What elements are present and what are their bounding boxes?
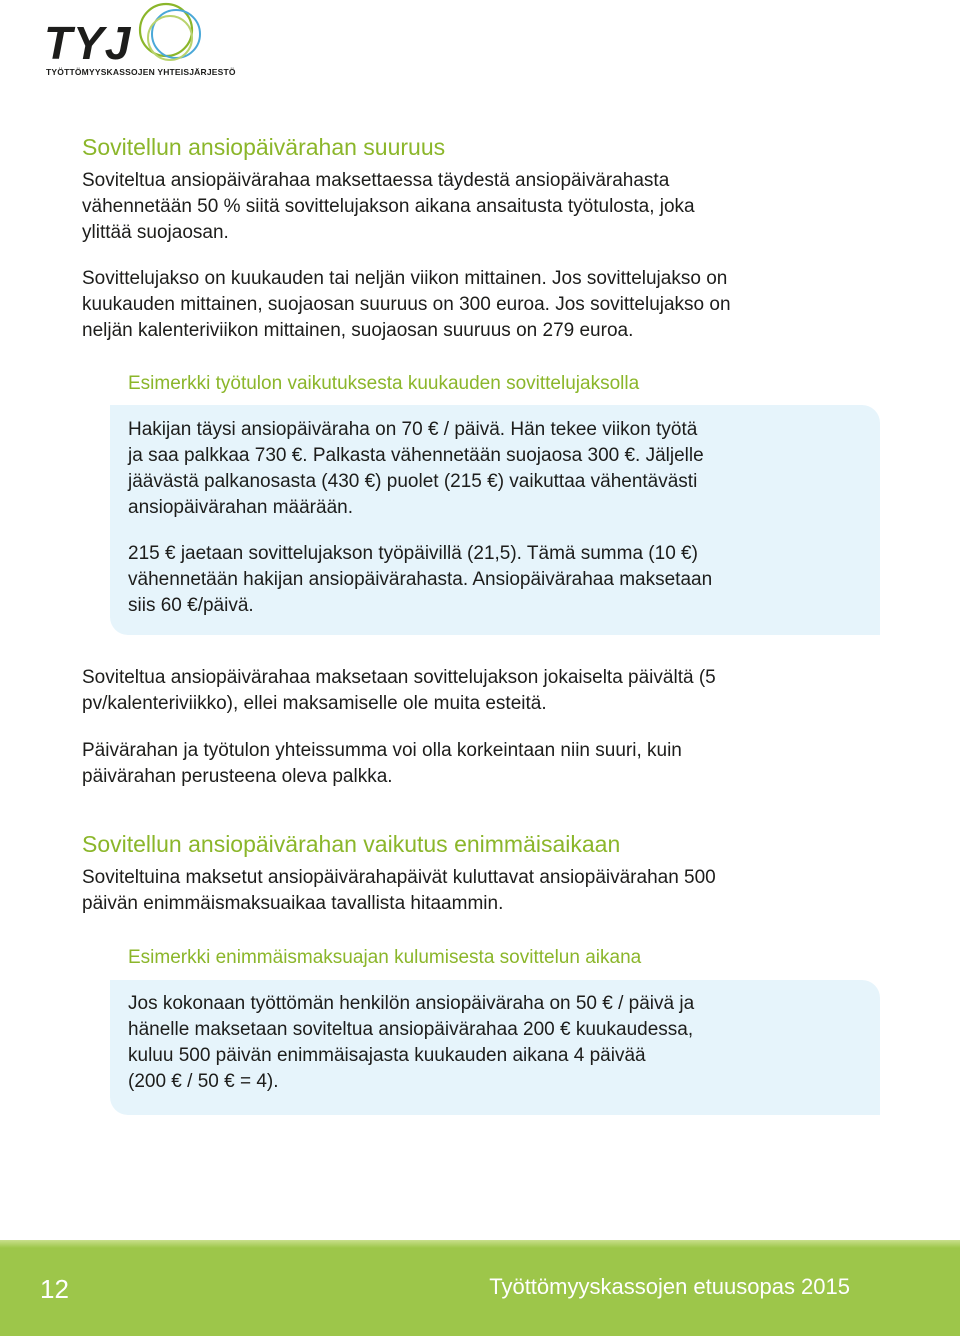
text-line: Hakijan täysi ansiopäiväraha on 70 € / päivä. Hän tekee viikon työtä — [128, 419, 698, 440]
text-line: (200 € / 50 € = 4). — [128, 1071, 279, 1092]
text-line: Jos kokonaan työttömän henkilön ansiopäiväraha on 50 € / päivä ja — [128, 993, 695, 1014]
text-line: jäävästä palkanosasta (430 €) puolet (215 €) vaikuttaa vähentävästi — [128, 471, 698, 492]
section-heading-size: Sovitellun ansiopäivärahan suuruus — [82, 134, 446, 160]
text-line: päivän enimmäismaksuaikaa tavallista hitaammin. — [82, 893, 504, 914]
logo-wordmark: TYJ — [44, 17, 132, 69]
text-line: kuluu 500 päivän enimmäisajasta kuukauden aikana 4 päivää — [128, 1045, 646, 1066]
text-line: vähennetään hakijan ansiopäivärahasta. Ansiopäivärahaa maksetaan — [128, 569, 713, 590]
text-line: ylittää suojaosan. — [82, 222, 229, 243]
text-line: ansiopäivärahan määrään. — [128, 497, 353, 518]
section-heading-max-time: Sovitellun ansiopäivärahan vaikutus enimmäisaikaan — [82, 831, 621, 857]
text-line: neljän kalenteriviikon mittainen, suojaosan suuruus on 279 euroa. — [82, 320, 634, 341]
footer-title: Työttömyyskassojen etuusopas 2015 — [489, 1274, 850, 1299]
text-line: päivärahan perusteena oleva palkka. — [82, 766, 393, 787]
section1-paragraph-3 — [82, 665, 882, 717]
text-line: hänelle maksetaan soviteltua ansiopäivärahaa 200 € kuukaudessa, — [128, 1019, 694, 1040]
section1-paragraph-4 — [82, 738, 882, 790]
page-number: 12 — [40, 1274, 69, 1304]
example2-paragraph — [128, 991, 848, 1095]
section1-paragraph-1 — [82, 168, 882, 246]
example1-paragraph-2 — [128, 541, 848, 619]
example1-heading: Esimerkki työtulon vaikutuksesta kuukauden sovittelujaksolla — [128, 373, 640, 394]
text-line: Päivärahan ja työtulon yhteissumma voi olla korkeintaan niin suuri, kuin — [82, 740, 682, 761]
text-line: kuukauden mittainen, suojaosan suuruus on 300 euroa. Jos sovittelujakso on — [82, 294, 731, 315]
text-line: ja saa palkkaa 730 €. Palkasta vähennetään suojaosa 300 €. Jäljelle — [128, 445, 704, 466]
logo-subtitle: TYÖTTÖMYYSKASSOJEN YHTEISJÄRJESTÖ — [46, 67, 236, 77]
text-line: Soviteltua ansiopäivärahaa maksettaessa täydestä ansiopäivärahasta — [82, 170, 670, 191]
text-line: Soviteltua ansiopäivärahaa maksetaan sovittelujakson jokaiselta päivältä (5 — [82, 667, 716, 688]
text-line: 215 € jaetaan sovittelujakson työpäivillä (21,5). Tämä summa (10 €) — [128, 543, 698, 564]
example2-heading: Esimerkki enimmäismaksuajan kulumisesta sovittelun aikana — [128, 947, 642, 968]
text-line: pv/kalenteriviikko), ellei maksamiselle ole muita esteitä. — [82, 693, 547, 714]
text-line: vähennetään 50 % siitä sovittelujakson aikana ansaitusta työtulosta, joka — [82, 196, 695, 217]
section2-paragraph — [82, 865, 882, 917]
section1-paragraph-2 — [82, 266, 882, 344]
text-line: Soviteltuina maksetut ansiopäivärahapäivät kuluttavat ansiopäivärahan 500 — [82, 867, 716, 888]
example1-paragraph-1 — [128, 417, 848, 521]
text-line: siis 60 €/päivä. — [128, 595, 254, 616]
text-line: Sovittelujakso on kuukauden tai neljän viikon mittainen. Jos sovittelujakso on — [82, 268, 728, 289]
overlapping-circles-logo-icon — [128, 0, 212, 70]
